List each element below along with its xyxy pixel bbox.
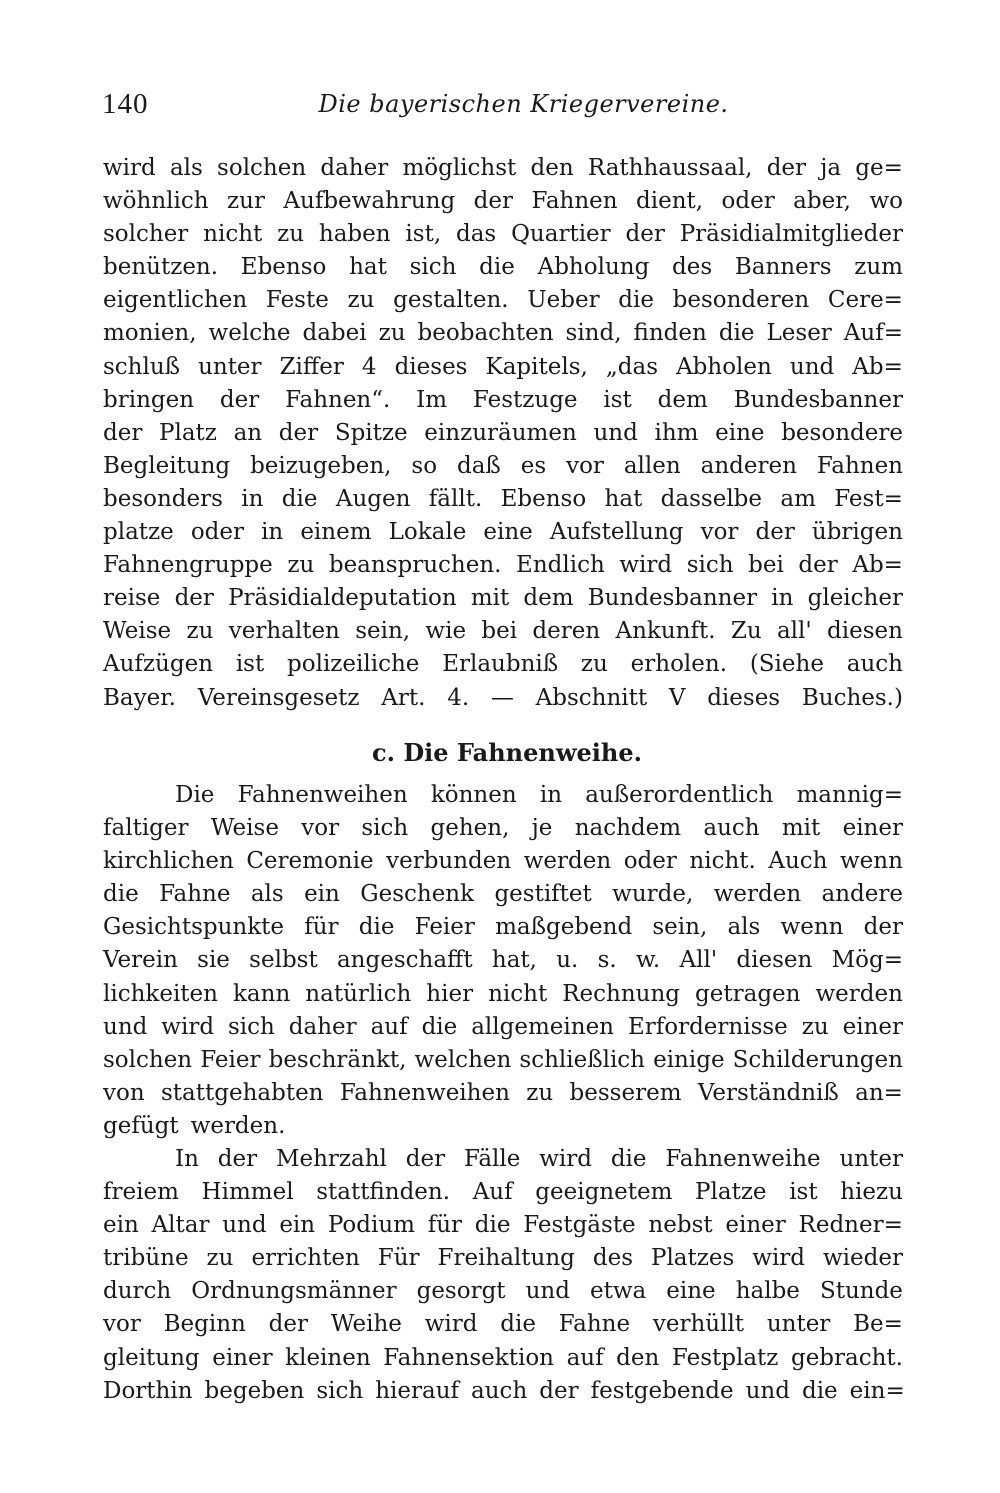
text-line: eigentlichen Feste zu gestalten. Ueber die besonderen Cere=	[103, 287, 903, 314]
text-line: die Fahne als ein Geschenk gestiftet wurde, werden andere	[103, 881, 903, 908]
text-line: Fahnengruppe zu beanspruchen. Endlich wird sich bei der Ab=	[103, 552, 903, 579]
page-number: 140	[102, 88, 149, 120]
text-line: Weise zu verhalten sein, wie bei deren Ankunft. Zu all' diesen	[103, 618, 903, 645]
text-line: monien, welche dabei zu beobachten sind, finden die Leser Auf=	[103, 320, 903, 347]
text-line: von stattgehabten Fahnenweihen zu besserem Verständniß an=	[103, 1079, 903, 1106]
text-line: Die Fahnenweihen können in außerordentlich mannig=	[175, 782, 903, 808]
text-line: lichkeiten kann natürlich hier nicht Rechnung getragen werden	[103, 980, 903, 1007]
text-line: In der Mehrzahl der Fälle wird die Fahnenweihe unter	[175, 1146, 903, 1172]
text-line: Verein sie selbst angeschafft hat, u. s. w. All' diesen Mög=	[103, 947, 903, 974]
text-line: durch Ordnungsmänner gesorgt und etwa eine halbe Stunde	[103, 1278, 903, 1305]
paragraph-mehrzahl	[103, 1143, 903, 1408]
text-line: solcher nicht zu haben ist, das Quartier der Präsidialmitglieder	[103, 221, 903, 248]
text-line: platze oder in einem Lokale eine Aufstellung vor der übrigen	[103, 519, 903, 546]
text-line: kirchlichen Ceremonie verbunden werden oder nicht. Auch wenn	[103, 848, 903, 875]
text-line: schluß unter Ziffer 4 dieses Kapitels, „das Abholen und Ab=	[103, 353, 903, 380]
page-header	[102, 88, 905, 124]
text-line: Bayer. Vereinsgesetz Art. 4. — Abschnitt V dieses Buches.)	[103, 684, 903, 711]
text-line: Aufzügen ist polizeiliche Erlaubniß zu erholen. (Siehe auch	[103, 651, 903, 678]
text-line: bringen der Fahnen“. Im Festzuge ist dem Bundesbanner	[103, 386, 903, 413]
text-line: wird als solchen daher möglichst den Rathhaussaal, der ja ge=	[103, 155, 903, 181]
text-line: faltiger Weise vor sich gehen, je nachdem auch mit einer	[103, 815, 903, 842]
text-line: gleitung einer kleinen Fahnensektion auf den Festplatz gebracht.	[103, 1344, 903, 1371]
text-line: vor Beginn der Weihe wird die Fahne verhüllt unter Be=	[103, 1311, 903, 1338]
text-block-continued	[103, 152, 903, 715]
text-line: gefügt werden.	[103, 1112, 286, 1139]
text-line: besonders in die Augen fällt. Ebenso hat dasselbe am Fest=	[103, 485, 903, 512]
text-line: freiem Himmel stattfinden. Auf geeignetem Platze ist hiezu	[103, 1179, 903, 1206]
text-line: wöhnlich zur Aufbewahrung der Fahnen dient, oder aber, wo	[103, 188, 903, 215]
paragraph-fahnenweihen	[103, 779, 903, 1143]
text-line: solchen Feier beschränkt, welchen schließlich einige Schilderungen	[103, 1046, 903, 1073]
text-line: Dorthin begeben sich hierauf auch der festgebende und die ein=	[103, 1377, 905, 1404]
text-line: ein Altar und ein Podium für die Festgäste nebst einer Redner=	[103, 1212, 903, 1239]
text-line: und wird sich daher auf die allgemeinen Erfordernisse zu einer	[103, 1013, 903, 1040]
running-head: Die bayerischen Kriegervereine.	[318, 90, 729, 118]
text-line: Gesichtspunkte für die Feier maßgebend sein, als wenn der	[103, 914, 903, 941]
text-line: benützen. Ebenso hat sich die Abholung des Banners zum	[103, 254, 903, 281]
text-line: tribüne zu errichten Für Freihaltung des Platzes wird wieder	[103, 1245, 903, 1272]
section-heading: c. Die Fahnenweihe.	[372, 738, 642, 767]
text-line: Begleitung beizugeben, so daß es vor allen anderen Fahnen	[103, 452, 903, 479]
text-line: reise der Präsidialdeputation mit dem Bundesbanner in gleicher	[103, 585, 903, 612]
text-line: der Platz an der Spitze einzuräumen und ihm eine besondere	[103, 419, 903, 446]
